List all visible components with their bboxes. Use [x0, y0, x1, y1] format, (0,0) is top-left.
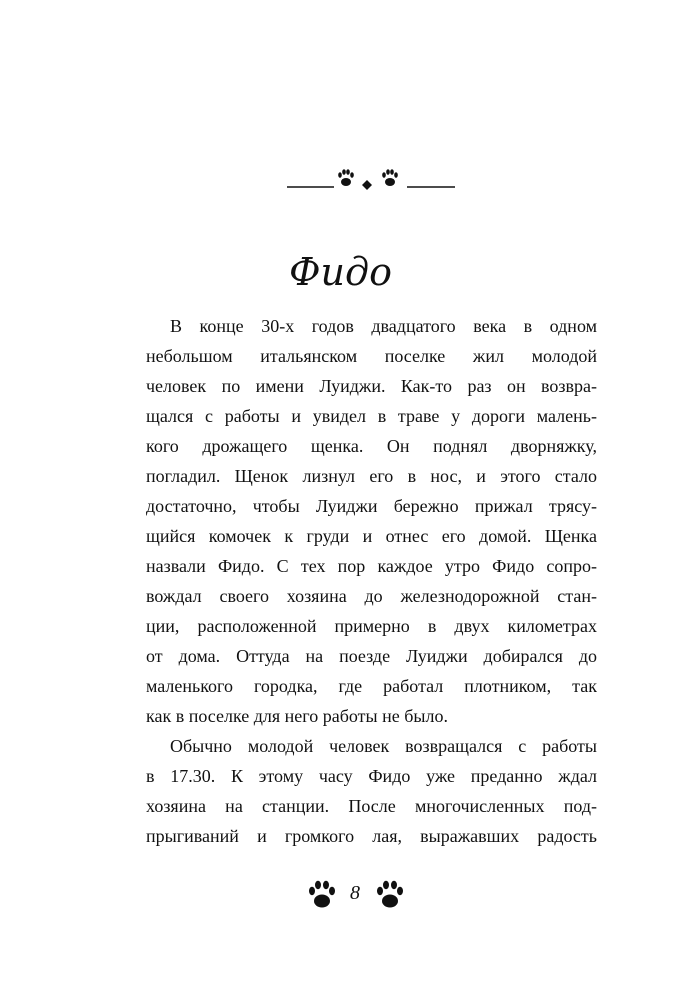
- text-line: погладил. Щенок лизнул его в нос, и этого стало: [146, 466, 597, 486]
- paw-print-icon: [309, 881, 335, 908]
- text-line: достаточно, чтобы Луиджи бережно прижал трясу-: [146, 496, 597, 516]
- text-line: от дома. Оттуда на поезде Луиджи добирался до: [146, 646, 597, 666]
- text-line: щался с работы и увидел в траве у дороги малень-: [146, 406, 597, 426]
- paw-print-icon: [338, 169, 354, 186]
- body-text: [146, 311, 597, 851]
- text-line: Обычно молодой человек возвращался с работы: [170, 736, 597, 756]
- text-line: как в поселке для него работы не было.: [146, 706, 448, 726]
- text-line: назвали Фидо. С тех пор каждое утро Фидо сопро-: [146, 556, 597, 576]
- text-line: В конце 30-х годов двадцатого века в одном: [170, 316, 597, 336]
- text-line: хозяина на станции. После многочисленных под-: [146, 796, 597, 816]
- diamond-icon: [362, 180, 372, 190]
- paw-print-icon: [382, 169, 398, 186]
- paw-print-icon: [377, 881, 403, 908]
- text-line: в 17.30. К этому часу Фидо уже преданно ждал: [146, 766, 597, 786]
- text-line: маленького городка, где работал плотником, так: [146, 676, 597, 696]
- text-line: прыгиваний и громкого лая, выражавших радость: [146, 826, 597, 846]
- text-line: вождал своего хозяина до железнодорожной стан-: [146, 586, 597, 606]
- text-line: человек по имени Луиджи. Как-то раз он возвра-: [146, 376, 597, 396]
- text-line: щийся комочек к груди и отнес его домой. Щенка: [146, 526, 597, 546]
- text-line: кого дрожащего щенка. Он поднял дворняжку,: [146, 436, 597, 456]
- paragraph-2: [146, 731, 597, 851]
- paragraph-1: [146, 311, 597, 731]
- chapter-title: Фидо: [289, 250, 392, 294]
- chapter-ornament: [0, 158, 681, 198]
- page-number: 8: [350, 882, 360, 904]
- text-line: небольшом итальянском поселке жил молодой: [146, 346, 597, 366]
- text-line: ции, расположенной примерно в двух километрах: [146, 616, 597, 636]
